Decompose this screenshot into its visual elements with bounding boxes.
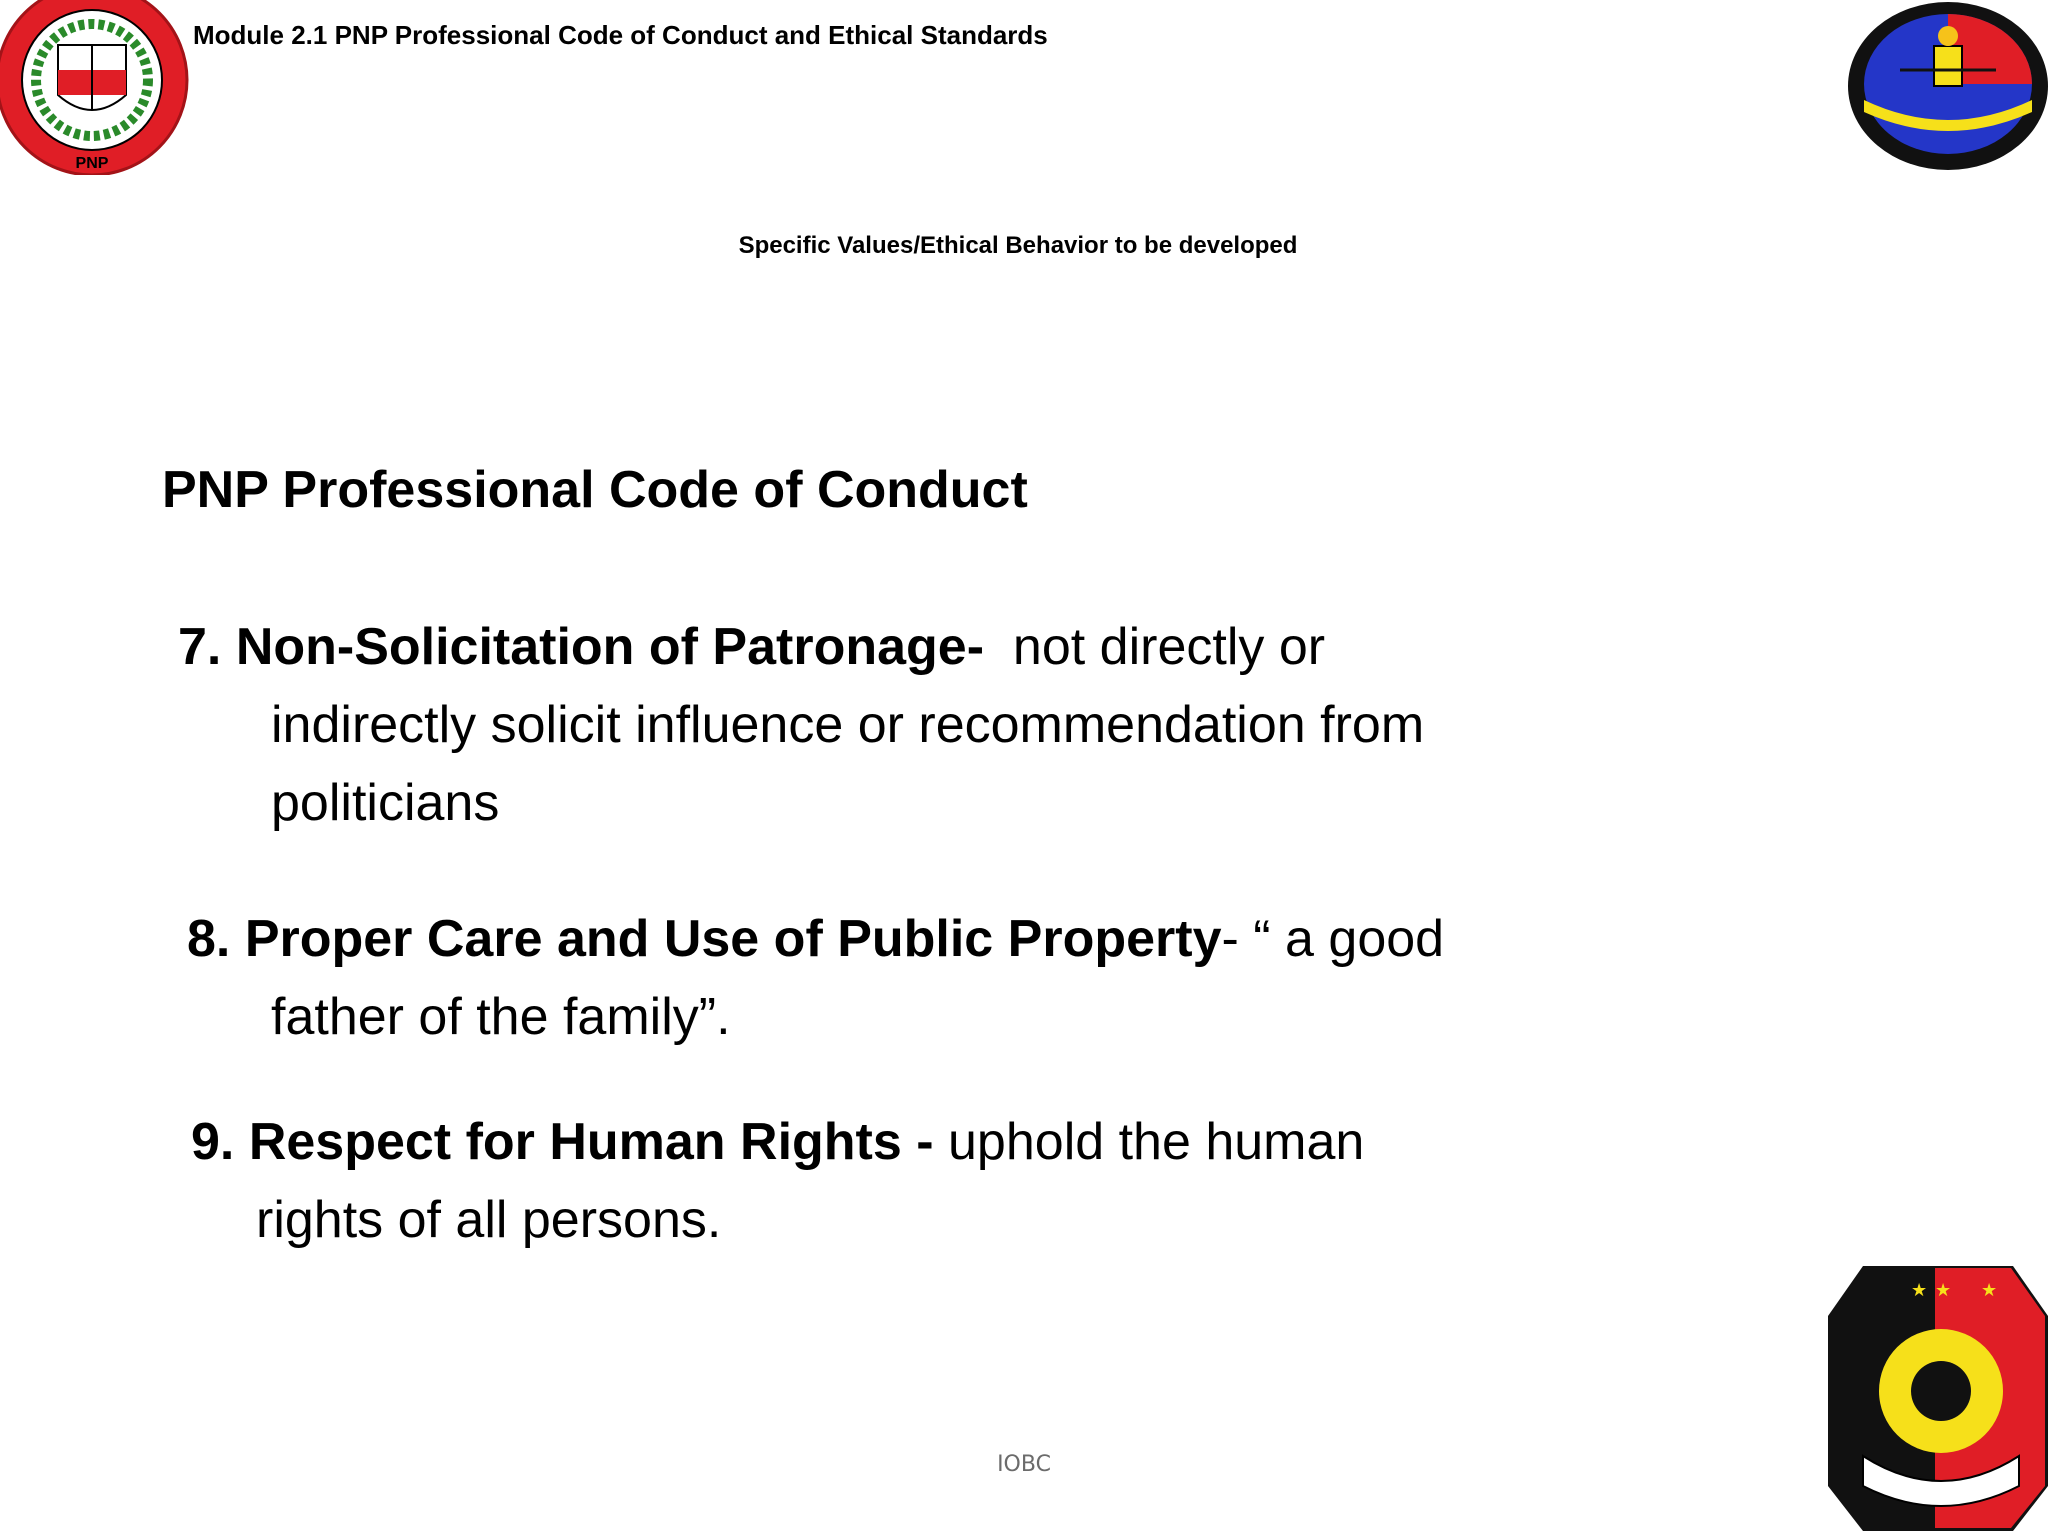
item-9-line2: rights of all persons. bbox=[256, 1191, 722, 1249]
item-7-line3: politicians bbox=[271, 774, 500, 832]
detective-seal-logo bbox=[1838, 0, 2048, 172]
svg-text:★: ★ bbox=[1911, 1280, 1928, 1301]
item-7-term: 7. Non-Solicitation of Patronage- bbox=[178, 618, 985, 676]
item-8-line2: father of the family”. bbox=[271, 988, 731, 1046]
slide-subtitle: Specific Values/Ethical Behavior to be developed bbox=[738, 232, 1298, 259]
svg-text:★: ★ bbox=[1935, 1280, 1952, 1301]
svg-text:★: ★ bbox=[1981, 1280, 1998, 1301]
module-header: Module 2.1 PNP Professional Code of Conduct and Ethical Standards bbox=[193, 20, 1048, 50]
item-9-line1: uphold the human bbox=[933, 1113, 1365, 1171]
pnp-badge-logo bbox=[1823, 1256, 2048, 1536]
slide-title: PNP Professional Code of Conduct bbox=[162, 461, 1028, 519]
item-7-line2: indirectly solicit influence or recommendation from bbox=[271, 696, 1425, 754]
seal-bottom-text: PNP bbox=[75, 155, 109, 172]
code-item-9 bbox=[191, 1103, 1364, 1259]
pnp-seal-logo bbox=[0, 0, 190, 175]
item-8-line1: - “ a good bbox=[1221, 910, 1445, 968]
item-7-line1: not directly or bbox=[984, 618, 1326, 676]
slide-footer: IOBC bbox=[997, 1452, 1051, 1477]
item-9-term: 9. Respect for Human Rights - bbox=[191, 1113, 934, 1171]
item-8-term: 8. Proper Care and Use of Public Property bbox=[187, 910, 1222, 968]
code-item-8 bbox=[187, 900, 1444, 1056]
code-item-7 bbox=[178, 608, 1424, 842]
